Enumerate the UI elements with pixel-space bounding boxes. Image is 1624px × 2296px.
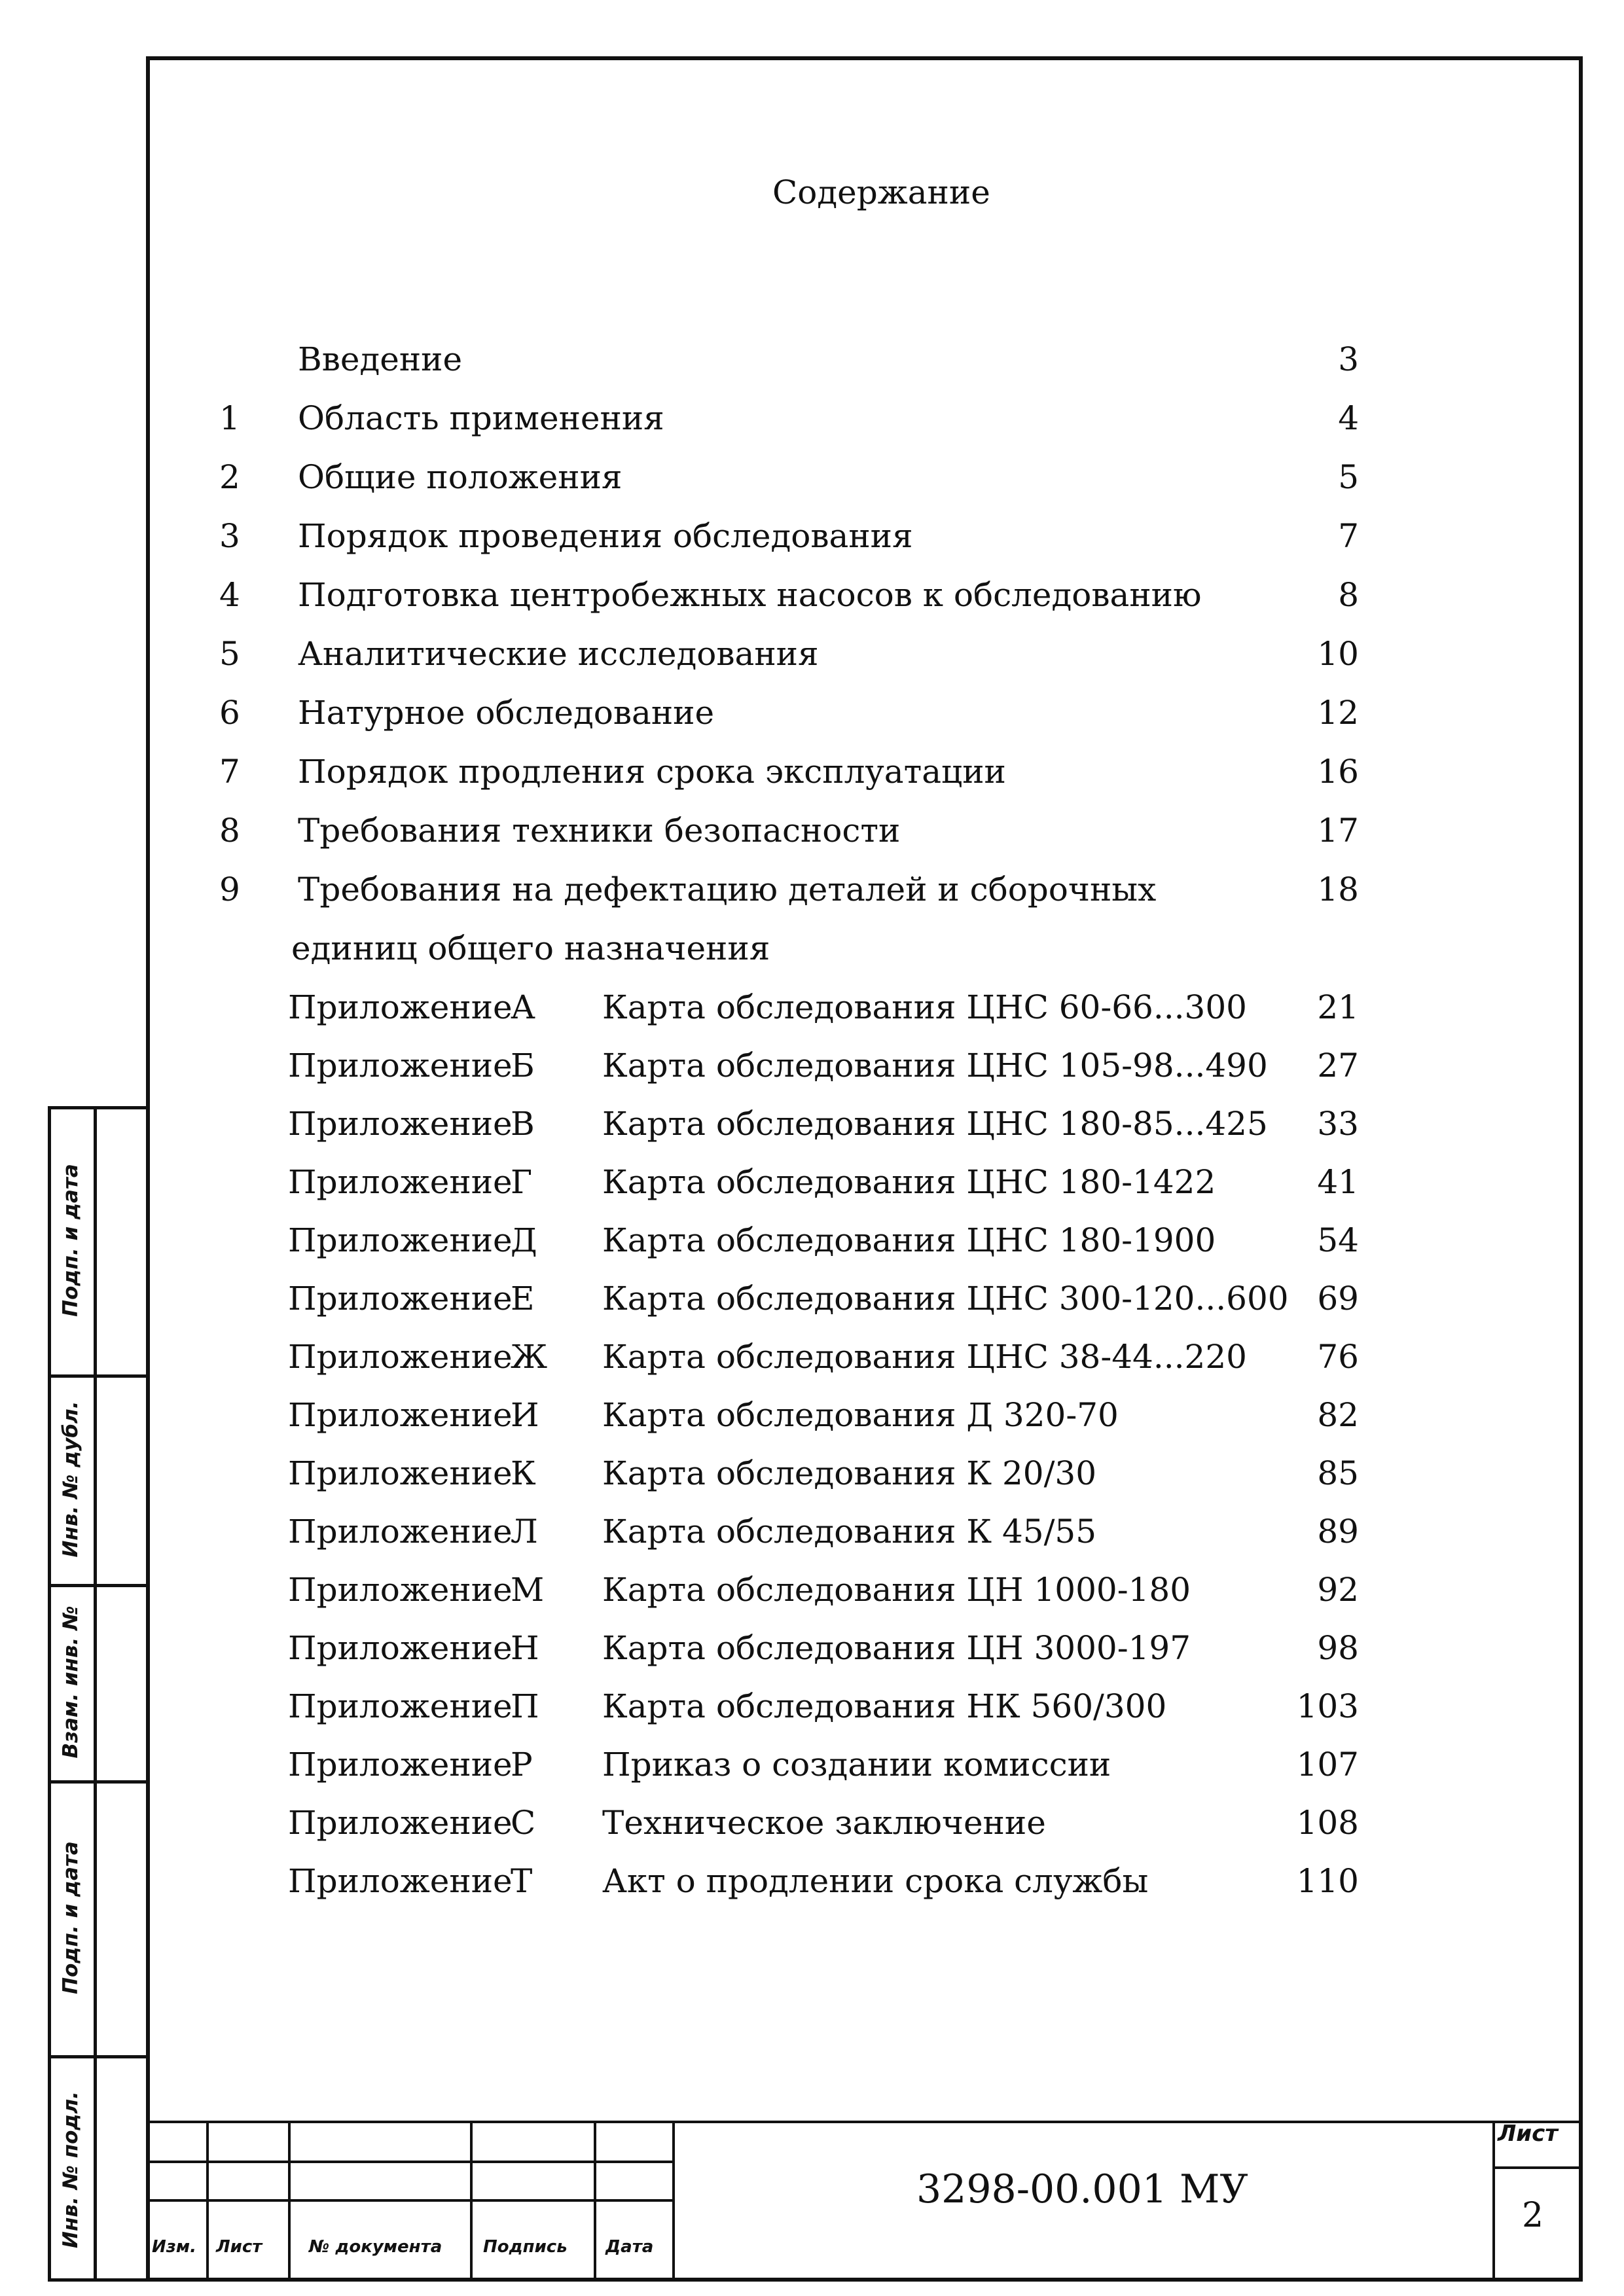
appendix-row [0,1454,1624,1500]
appendix-letter: А [511,988,535,1026]
appendix-description: Карта обследования ЦНС 180-85...425 [602,1105,1268,1143]
appendix-letter: Т [511,1862,533,1900]
appendix-page: 82 [1317,1396,1359,1434]
toc-row [0,694,1624,740]
appendix-row [0,1571,1624,1617]
appendix-page: 98 [1317,1629,1359,1667]
toc-page: 5 [1338,458,1359,496]
toc-number: 6 [219,694,240,732]
toc-number: 5 [219,635,240,673]
appendix-page: 107 [1296,1746,1359,1784]
appendix-description: Приказ о создании комиссии [602,1746,1111,1784]
appendix-page: 27 [1317,1047,1359,1085]
appendix-row [0,1513,1624,1558]
appendix-description: Карта обследования ЦНС 180-1422 [602,1163,1216,1201]
toc-label: Введение [298,340,463,378]
toc-number: 3 [219,517,240,555]
column-label: Дата [605,2237,654,2257]
side-stamp-divider [48,1584,150,1587]
appendix-word: Приложение [288,1221,513,1259]
toc-page: 12 [1317,694,1359,732]
toc-row-continuation [0,929,1624,975]
toc-label: Общие положения [298,458,623,496]
appendix-word: Приложение [288,1047,513,1085]
toc-page: 17 [1317,812,1359,850]
appendix-letter: К [511,1454,536,1492]
title-block-top-line [150,2121,1583,2123]
appendix-word: Приложение [288,1687,513,1725]
appendix-description: Карта обследования К 20/30 [602,1454,1097,1492]
toc-number: 2 [219,458,240,496]
appendix-page: 103 [1296,1687,1359,1725]
appendix-page: 85 [1317,1454,1359,1492]
toc-label: Аналитические исследования [298,635,819,673]
column-label: Изм. [152,2237,196,2257]
toc-row [0,635,1624,681]
toc-label: Подготовка центробежных насосов к обследованию [298,576,1202,614]
appendix-word: Приложение [288,1163,513,1201]
appendix-page: 41 [1317,1163,1359,1201]
side-stamp-divider [48,1780,150,1784]
toc-number: 7 [219,753,240,791]
toc-page: 10 [1317,635,1359,673]
appendix-page: 76 [1317,1338,1359,1376]
appendix-letter: Б [511,1047,535,1085]
side-stamp-label: Инв. № подл. [59,2091,82,2248]
appendix-row [0,1746,1624,1791]
appendix-letter: Д [511,1221,537,1259]
toc-page: 7 [1338,517,1359,555]
side-stamp-divider [48,2055,150,2058]
side-stamp-label: Подп. и дата [59,1164,82,1317]
appendix-page: 33 [1317,1105,1359,1143]
appendix-row [0,1862,1624,1908]
appendix-row [0,1338,1624,1384]
appendix-letter: С [511,1804,536,1842]
appendix-letter: М [511,1571,545,1609]
appendix-description: Карта обследования ЦНС 60-66...300 [602,988,1247,1026]
toc-number: 9 [219,870,240,908]
appendix-row [0,1105,1624,1151]
toc-row [0,458,1624,504]
toc-label: Область применения [298,399,664,437]
appendix-row [0,1396,1624,1442]
title-block-column-line [206,2121,209,2282]
appendix-description: Карта обследования Д 320-70 [602,1396,1119,1434]
toc-row [0,812,1624,857]
appendix-letter: Н [511,1629,539,1667]
appendix-description: Карта обследования ЦН 3000-197 [602,1629,1191,1667]
appendix-page: 92 [1317,1571,1359,1609]
appendix-page: 54 [1317,1221,1359,1259]
appendix-letter: Л [511,1513,538,1551]
side-stamp-label: Подп. и дата [59,1841,82,1994]
appendix-word: Приложение [288,1804,513,1842]
appendix-word: Приложение [288,1338,513,1376]
appendix-letter: Г [511,1163,533,1201]
appendix-letter: П [511,1687,539,1725]
appendix-description: Техническое заключение [602,1804,1046,1842]
appendix-description: Карта обследования ЦНС 38-44...220 [602,1338,1247,1376]
appendix-row [0,1687,1624,1733]
toc-page: 8 [1338,576,1359,614]
appendix-word: Приложение [288,1454,513,1492]
appendix-page: 21 [1317,988,1359,1026]
appendix-word: Приложение [288,1629,513,1667]
appendix-row [0,1047,1624,1092]
toc-label: Требования на дефектацию деталей и сборочных [298,870,1157,908]
appendix-word: Приложение [288,1571,513,1609]
title-block-column-line [594,2121,596,2282]
toc-number: 8 [219,812,240,850]
appendix-word: Приложение [288,1513,513,1551]
appendix-letter: Р [511,1746,533,1784]
toc-row [0,399,1624,445]
toc-number: 1 [219,399,240,437]
column-label: № документа [309,2237,442,2257]
appendix-description: Карта обследования ЦНС 180-1900 [602,1221,1216,1259]
toc-label-continuation: единиц общего назначения [291,929,770,967]
title-block-column-line [470,2121,473,2282]
toc-row [0,576,1624,622]
title-block-column-line [672,2121,675,2282]
appendix-word: Приложение [288,1862,513,1900]
toc-page: 16 [1317,753,1359,791]
toc-row [0,340,1624,386]
appendix-letter: Ж [511,1338,548,1376]
appendix-description: Карта обследования ЦНС 105-98...490 [602,1047,1268,1085]
toc-row [0,517,1624,563]
page-title: Содержание [772,173,990,211]
appendix-description: Акт о продлении срока службы [602,1862,1149,1900]
appendix-word: Приложение [288,1280,513,1318]
appendix-letter: В [511,1105,535,1143]
sheet-box-divider [1492,2121,1495,2282]
appendix-row [0,988,1624,1034]
appendix-page: 89 [1317,1513,1359,1551]
appendix-word: Приложение [288,1396,513,1434]
appendix-page: 110 [1296,1862,1359,1900]
appendix-row [0,1280,1624,1325]
toc-label: Порядок проведения обследования [298,517,913,555]
toc-page: 4 [1338,399,1359,437]
appendix-word: Приложение [288,1746,513,1784]
appendix-letter: Е [511,1280,535,1318]
sheet-number: 2 [1522,2196,1544,2235]
appendix-letter: И [511,1396,539,1434]
toc-label: Порядок продления срока эксплуатации [298,753,1006,791]
column-label: Подпись [483,2237,568,2257]
sheet-box-line [1492,2166,1583,2169]
toc-row [0,753,1624,798]
appendix-word: Приложение [288,988,513,1026]
appendix-row [0,1163,1624,1209]
appendix-row [0,1804,1624,1850]
appendix-page: 69 [1317,1280,1359,1318]
toc-label: Натурное обследование [298,694,715,732]
appendix-row [0,1221,1624,1267]
appendix-row [0,1629,1624,1675]
side-stamp-label: Инв. № дубл. [59,1401,82,1558]
toc-row [0,870,1624,916]
toc-number: 4 [219,576,240,614]
toc-page: 3 [1338,340,1359,378]
appendix-description: Карта обследования НК 560/300 [602,1687,1167,1725]
appendix-description: Карта обследования К 45/55 [602,1513,1097,1551]
title-block-column-line [288,2121,291,2282]
document-code: 3298-00.001 МУ [916,2166,1248,2212]
side-stamp-divider [48,1374,150,1378]
appendix-description: Карта обследования ЦН 1000-180 [602,1571,1191,1609]
appendix-word: Приложение [288,1105,513,1143]
toc-label: Требования техники безопасности [298,812,901,850]
appendix-description: Карта обследования ЦНС 300-120...600 [602,1280,1289,1318]
sheet-label: Лист [1498,2121,1558,2147]
column-label: Лист [216,2237,262,2257]
side-stamp-label: Взам. инв. № [59,1605,82,1759]
toc-page: 18 [1317,870,1359,908]
appendix-page: 108 [1296,1804,1359,1842]
